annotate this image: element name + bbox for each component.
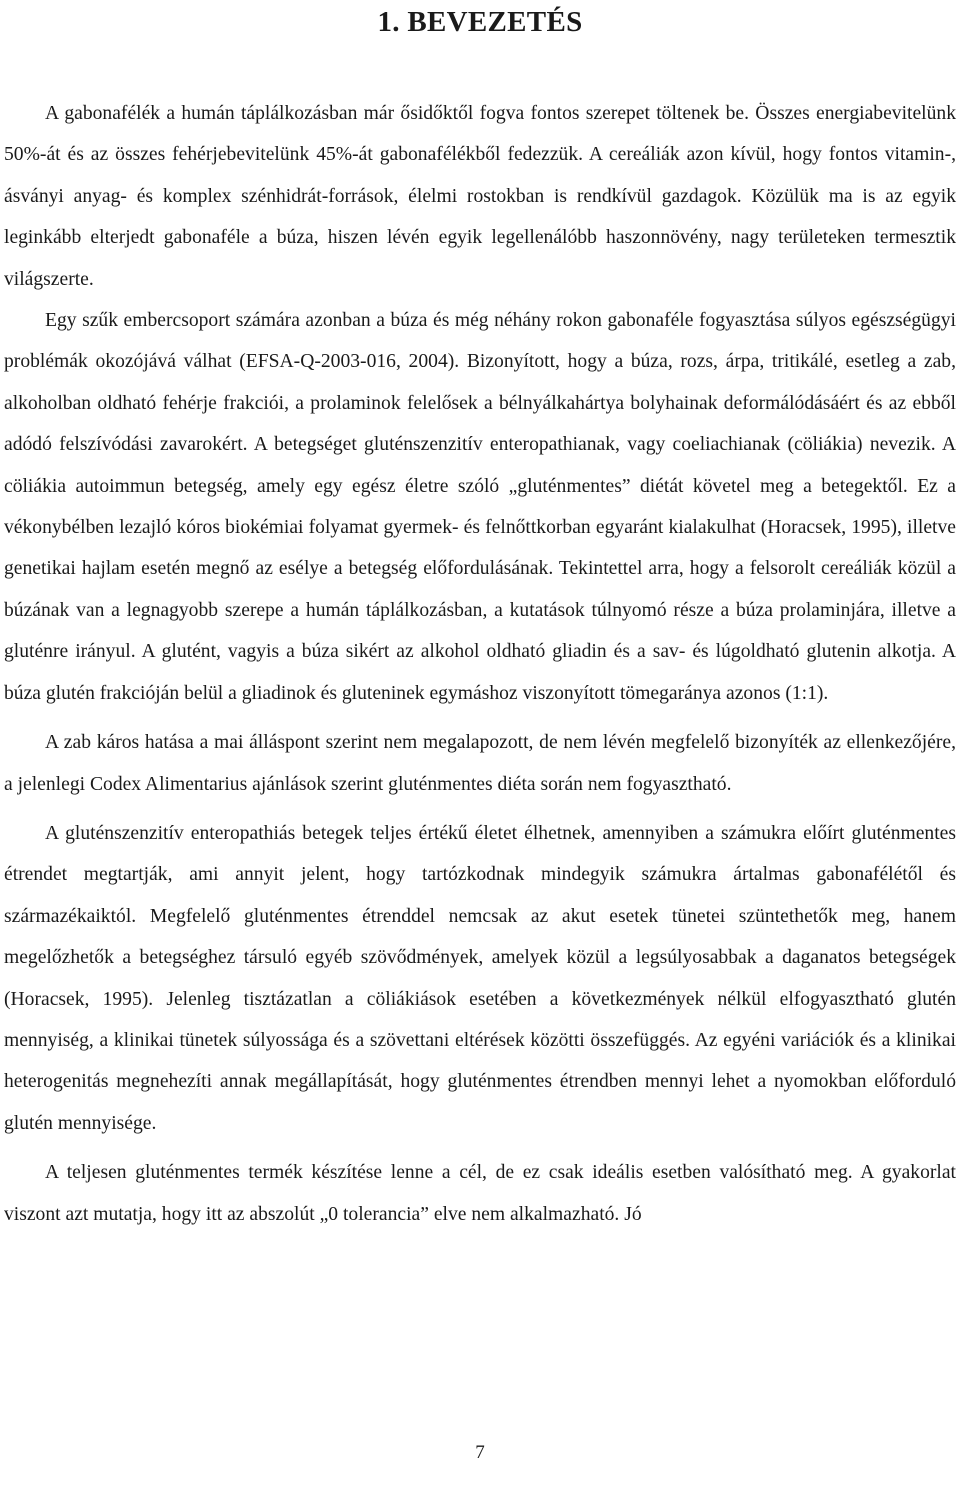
page-number: 7 [475,1442,485,1463]
paragraph-tolerance: A teljesen gluténmentes termék készítése lenne a cél, de ez csak ideális esetben valósítható meg. A gyakorlat viszont azt mutatja, hogy itt az abszolút „0 tolerancia” elve nem alkalmazható. Jó [4,1162,956,1225]
body-text [4,93,956,1235]
paragraph-oats: A zab káros hatása a mai álláspont szerint nem megalapozott, de nem lévén megfelelő bizonyíték az ellenkezőjére, a jelenlegi Codex Alimentarius ajánlások szerint gluténmentes diéta során nem fogyasztható. [4,732,956,795]
paragraph-diet: A gluténszenzitív enteropathiás betegek teljes értékű életet élhetnek, amennyiben a számukra előírt gluténmentes étrendet megtartják, ami annyit jelent, hogy tartózkodnak mindegyik számukra ártalmas gabonafélétől és származékaiktól. Megfelelő gluténmentes étrenddel nemcsak az akut esetek tünetei szüntethetők meg, hanem megelőzhetők a betegséghez társuló egyéb szövődmények, amelyek közül a legsúlyosabbak a daganatos betegségek (Horacsek, 1995). Jelenleg tisztázatlan a cöliákiások esetében a következmények nélkül elfogyasztható glutén mennyiség, a klinikai tünetek súlyossága és a szövettani eltérések közötti összefüggés. Az egyéni variációk és a klinikai heterogenitás megnehezíti annak megállapítását, hogy gluténmentes étrendben mennyi lehet a nyomokban előforduló glutén mennyisége. [4,822,956,1134]
paragraph-coeliac: Egy szűk embercsoport számára azonban a búza és még néhány rokon gabonaféle fogyasztása súlyos egészségügyi problémák okozójává válhat (EFSA-Q-2003-016, 2004). Bizonyított, hogy a búza, rozs, árpa, tritikálé, esetleg a zab, alkoholban oldható fehérje frakciói, a prolaminok felelősek a bélnyálkahártya bolyhainak deformálódásáért és az ebből adódó felszívódási zavarokért. A betegséget gluténszenzitív enteropathianak, vagy coeliachianak (cöliákia) nevezik. A cöliákia autoimmun betegség, amely egy egész életre szóló „gluténmentes” diétát követel meg a betegektől. Ez a vékonybélben lezajló kóros biokémiai folyamat gyermek- és felnőttkorban egyaránt kialakulhat (Horacsek, 1995), illetve genetikai hajlam esetén megnő az esélye a betegség előfordulásának. Tekintettel arra, hogy a felsorolt cereáliák közül a búzának van a legnagyobb szerepe a humán táplálkozásban, a kutatások túlnyomó része a búza prolaminjára, illetve a gluténre irányul. A glutént, vagyis a búza sikért az alkohol oldható gliadin és a sav- és lúgoldható glutenin alkotja. A búza glutén frakcióján belül a gliadinok és gluteninek egymáshoz viszonyított tömegaránya azonos (1:1). [4,310,956,704]
chapter-heading: 1. BEVEZETÉS [377,6,583,38]
paragraph-intro: A gabonafélék a humán táplálkozásban már ősidőktől fogva fontos szerepet töltenek be. Összes energiabevitelünk 50%-át és az összes fehérjebevitelünk 45%-át gabonafélékből fedezzük. A cereáliák azon kívül, hogy fontos vitamin-, ásványi anyag- és komplex szénhidrát-források, élelmi rostokban is rendkívül gazdagok. Közülük ma is az egyik leginkább elterjedt gabonaféle a búza, hiszen lévén egyik legellenálóbb haszonnövény, nagy területeken termesztik világszerte. [4,103,956,290]
